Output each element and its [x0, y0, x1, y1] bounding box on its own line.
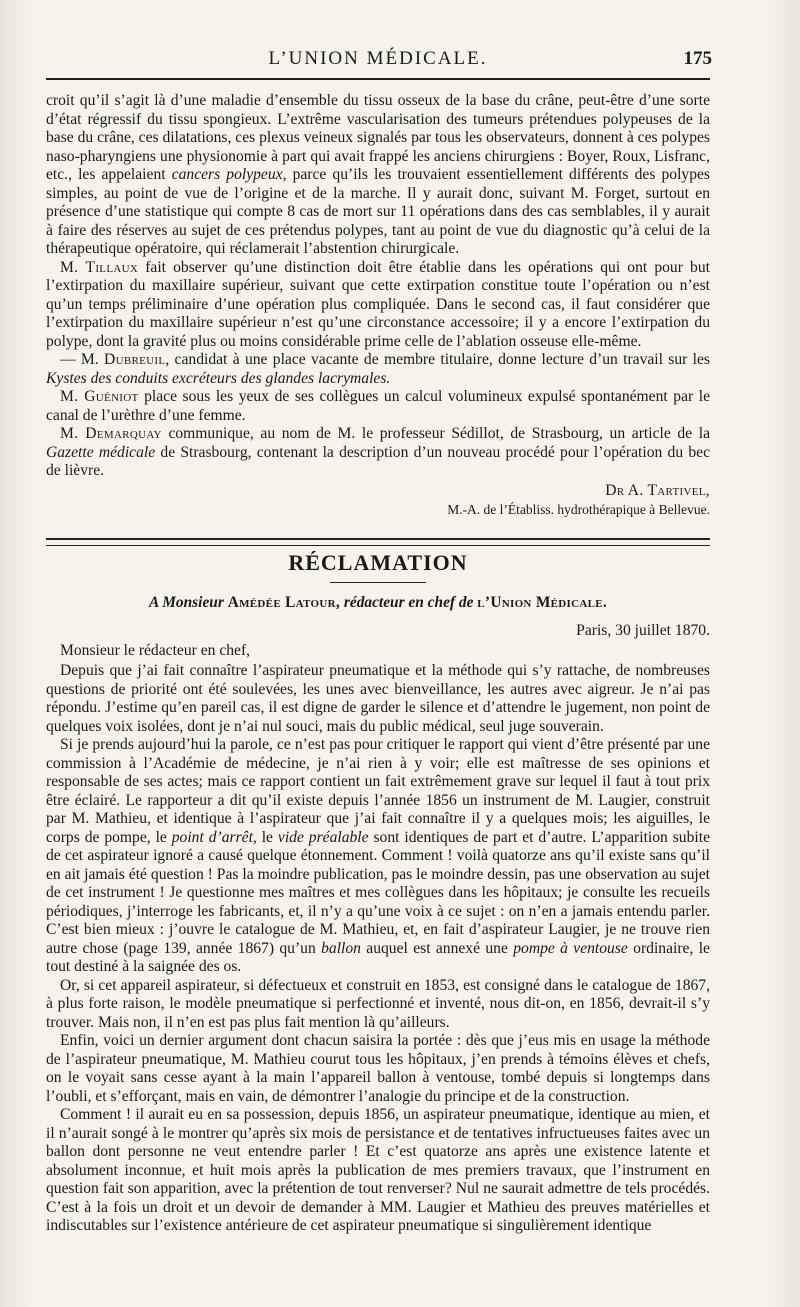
- signature-name: Dr A. Tartivel,: [605, 481, 710, 499]
- speaker-name: M. Demarquay: [60, 425, 162, 442]
- paragraph-tillaux: M. Tillaux fait observer qu’une distinction doit être établie dans les opérations qui ont pour but l’extirpation du maxillaire supérieur, suivant que cette extirpation constitue toute l’opération ou n’est qu’un temps préliminaire d’une opération plus compliquée. Dans le second cas, il faut considérer que l’extirpation du maxillaire supérieur n’est qu’une circonstance accessoire; il y a encore l’extirpation du polype, dont la gravité plus ou moins considérable prime celle de l’ablation osseuse elle-même.: [46, 258, 710, 350]
- page-number: 175: [683, 48, 712, 69]
- paragraph-forget: croit qu’il s’agit là d’une maladie d’ensemble du tissu osseux de la base du crâne, peut-être d’une sorte d’état régressif du tissu spongieux. L’extrême vascularisation des tumeurs prétendues polypeuses de la base du crâne, ces dilatations, ces plexus veineux signalés par tous les observateurs, donnent à ces polypes naso-pharyngiens une physionomie à part qui avait frappé les anciens chirurgiens : Boyer, Roux, Lisfranc, etc., les appelaient cancers polypeux, parce qu’ils les trouvaient essentiellement différents des polypes simples, au point de vue de l’origine et de la marche. Il y aurait donc, suivant M. Forget, surtout en présence d’une statistique qui compte 8 cas de mort sur 11 opérations dans des cas semblables, il y aurait à faire des réserves au sujet de ces prétendus polypes, tant au point de vue du diagnostic qu’à celui de la thérapeutique opératoire, qui réclamerait l’abstention chirurgicale.: [46, 92, 710, 257]
- paragraph-demarquay: M. Demarquay communique, au nom de M. le professeur Sédillot, de Strasbourg, un article de la Gazette médicale de Strasbourg, contenant la description d’un nouveau procédé pour l’opération du bec de lièvre.: [46, 425, 710, 479]
- speaker-name: M. Tillaux: [60, 258, 139, 276]
- paragraph-gueniot: M. Guéniot place sous les yeux de ses collègues un calcul volumineux expulsé spontanément par le canal de l’urèthre d’une femme.: [46, 388, 711, 424]
- letter-dateline: Paris, 30 juillet 1870.: [576, 622, 710, 639]
- section-title: RÉCLAMATION: [288, 550, 468, 575]
- running-title: L’UNION MÉDICALE.: [268, 48, 488, 69]
- running-head: [46, 48, 710, 76]
- letter-salutation: Monsieur le rédacteur en chef,: [60, 642, 251, 659]
- letter-paragraph: Enfin, voici un dernier argument dont chacun saisira la portée : dès que j’eus mis en usage la méthode de l’aspirateur pneumatique, M. Mathieu courut tous les hôpitaux, j’en prends à témoins élèves et chefs, on le voyait sans cesse ayant à la main l’appareil ballon à ventouse, tombé depuis si longtemps dans l’oubli, et s’efforçant, mais en vain, de démontrer l’analogie du principe et de la construction.: [46, 1032, 710, 1105]
- proceedings-text: [46, 92, 710, 519]
- letter-paragraph: Or, si cet appareil aspirateur, si défectueux et construit en 1853, est consigné dans le catalogue de 1867, à plus forte raison, le modèle pneumatique si perfectionné et inventé, nous dit-on, en 1856, devrait-il s’y trouver. Mais non, il n’en est pas plus fait mention là qu’ailleurs.: [46, 976, 710, 1031]
- speaker-name: Dubreuil: [104, 351, 166, 368]
- signature-block: [46, 481, 710, 519]
- speaker-name: M. Guéniot: [60, 388, 139, 405]
- section-rule: [46, 538, 710, 546]
- header-rule: [46, 78, 710, 80]
- letter-paragraph: Depuis que j’ai fait connaître l’aspirateur pneumatique et la méthode qui s’y rattache, de nombreuses questions de priorité ont été soulevées, les unes avec bienveillance, les autres avec aigreur. Je n’ai pas répondu. J’estime qu’en pareil cas, il est digne de garder le silence et d’attendre le jugement, non point de quelques voix isolées, dont je n’ai nul souci, mais du public médical, seul juge souverain.: [46, 662, 710, 735]
- signature-role: M.-A. de l’Établiss. hydrothérapique à Bellevue.: [447, 501, 710, 517]
- paragraph-dubreuil: — M. Dubreuil, candidat à une place vacante de membre titulaire, donne lecture d’un travail sur les Kystes des conduits excréteurs des glandes lacrymales.: [46, 351, 710, 387]
- letter-body: [46, 662, 710, 1236]
- title-underline: [330, 582, 426, 583]
- letter-paragraph: Si je prends aujourd’hui la parole, ce n’est pas pour critiquer le rapport qui vient d’être présenté par une commission à l’Académie de médecine, je n’ai rien à y voir; elle est maîtresse de ses opinions et responsable de ses actes; mais ce rapport contient un fait extrêmement grave sur lequel il faut à tout prix être éclairé. Le rapporteur a dit qu’il existe depuis l’année 1856 un instrument de M. Laugier, construit par M. Mathieu, et identique à l’aspirateur que j’ai fait connaître il y a quelques mois; les aiguilles, le corps de pompe, le point d’arrêt, le vide préalable sont identiques de part et d’autre. L’apparition subite de cet aspirateur ignoré a causé quelque étonnement. Comment ! voilà quatorze ans qu’il existe sans qu’il en ait jamais été question ! Pas la moindre publication, pas le moindre dessin, pas une observation au sujet de cet instrument ! Je questionne mes maîtres et mes collègues dans les hôpitaux; je consulte les recueils périodiques, j’interroge les fabricants, et, il n’y a qu’une voix à ce sujet : on n’en a jamais entendu parler. C’est bien mieux : j’ouvre le catalogue de M. Mathieu, et, en fait d’aspirateur Laugier, je ne trouve rien autre chose (page 139, année 1867) qu’un ballon auquel est annexé une pompe à ventouse ordinaire, le tout destiné à la saignée des os.: [46, 736, 710, 975]
- letter-address: A Monsieur Amédée Latour, rédacteur en chef de l’Union Médicale.: [148, 594, 608, 611]
- letter-paragraph: Comment ! il aurait eu en sa possession, depuis 1856, un aspirateur pneumatique, identique au mien, et il n’aurait songé à le montrer qu’après six mois de persistance et de tentatives infructueuses faites avec un ballon dont personne ne veut entendre parler ! Et c’est quatorze ans après une existence latente et absolument inconnue, et huit mois après la publication de mes premiers travaux, que l’instrument en question fait son apparition, avec la prétention de tout renverser? Nul ne saurait admettre de tels procédés. C’est à la fois un droit et un devoir de demander à MM. Laugier et Mathieu des preuves matérielles et indiscutables sur l’existence antérieure de cet aspirateur pneumatique si singulièrement identique: [46, 1106, 710, 1234]
